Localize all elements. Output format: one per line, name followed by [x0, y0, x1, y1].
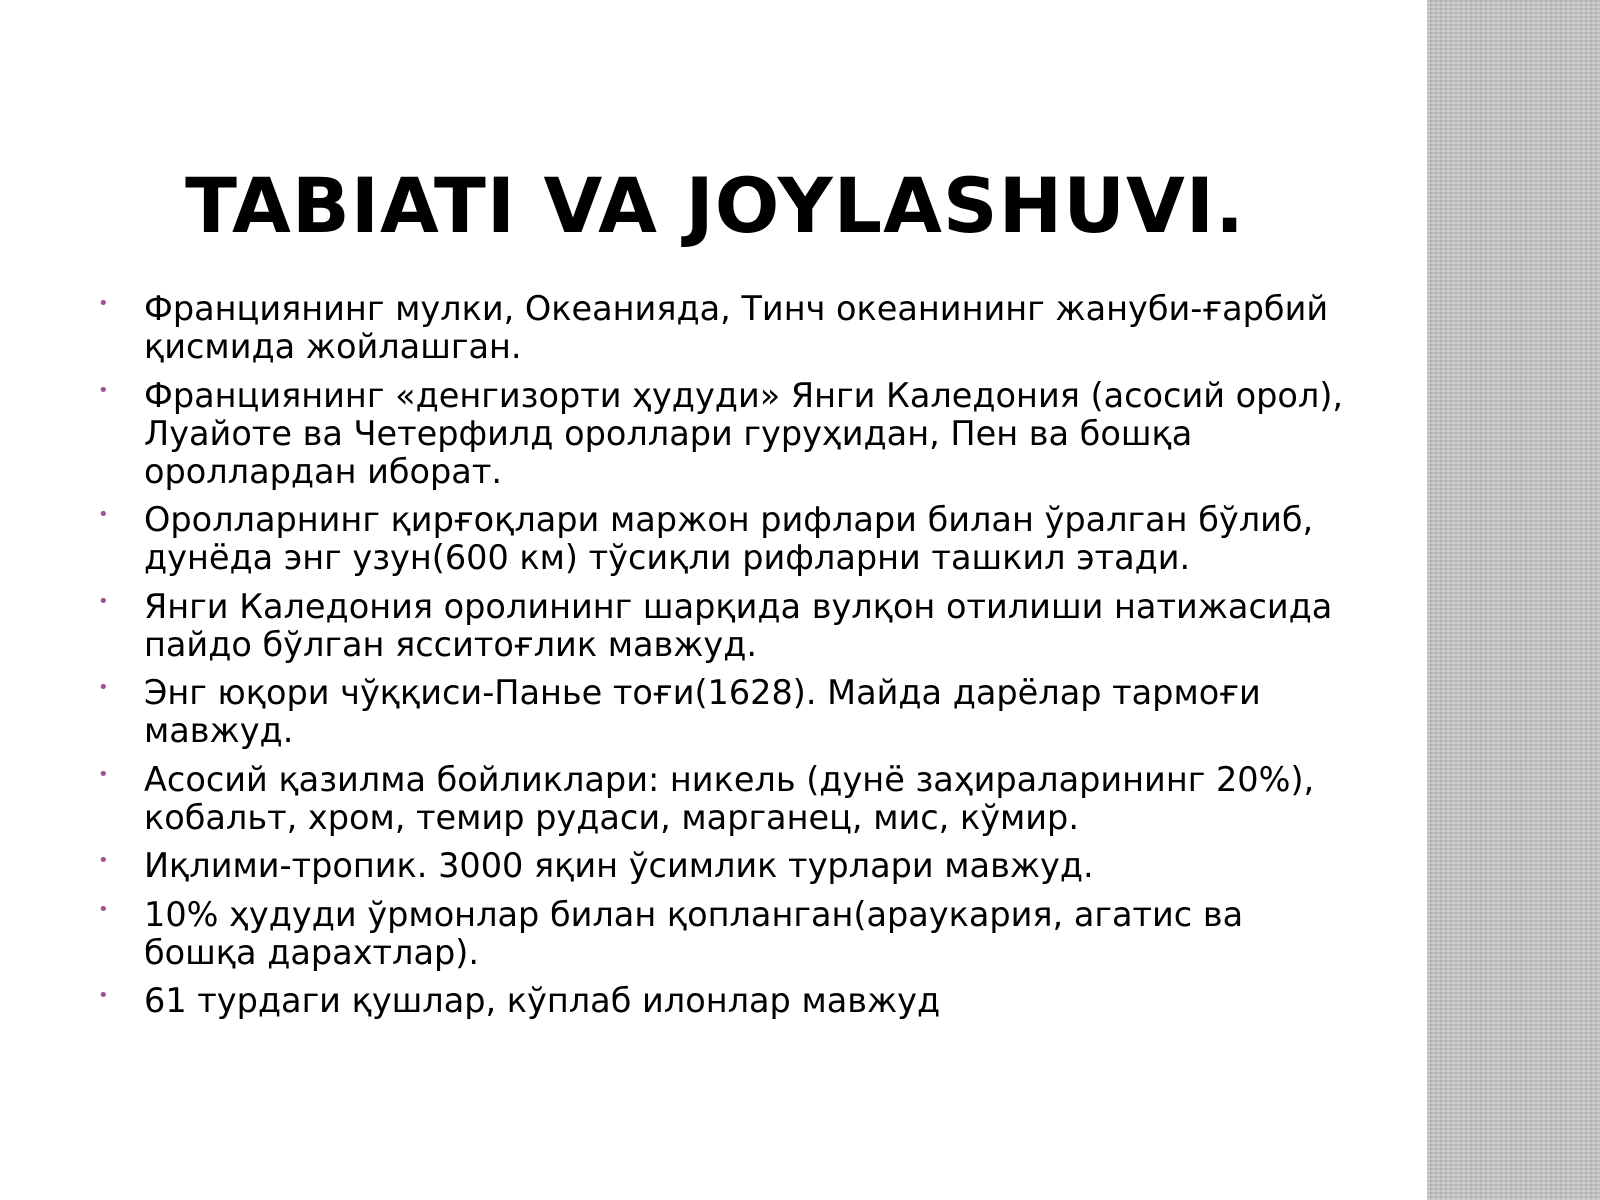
list-item	[92, 982, 1352, 1020]
bullet-icon: •	[98, 985, 109, 1006]
list-item-text: Франциянинг «денгизорти ҳудуди» Янги Каледония (асосий орол), Луайоте ва Четерфилд ороллари гуруҳидан, Пен ва бошқа ороллардан иборат.	[144, 375, 1344, 491]
bullet-icon: •	[98, 763, 109, 785]
list-item-text: 61 турдаги қушлар, кўплаб илонлар мавжуд	[144, 981, 941, 1020]
list-item	[92, 377, 1352, 491]
slide-title: TABIATI VA JOYLASHUVI.	[185, 161, 1245, 250]
list-item	[92, 896, 1352, 972]
list-item-text: Иқлими-тропик. 3000 яқин ўсимлик турлари мавжуд.	[144, 846, 1094, 885]
list-item-text: 10% ҳудуди ўрмонлар билан қопланган(араукария, агатис ва бошқа дарахтлар).	[144, 894, 1244, 972]
bullet-icon: •	[98, 850, 109, 871]
bullet-icon: •	[98, 293, 109, 314]
list-item	[92, 588, 1352, 664]
list-item	[92, 847, 1352, 885]
list-item-text: Оролларнинг қирғоқлари маржон рифлари билан ўралган бўлиб, дунёда энг узун(600 км) тўсиқли рифларни ташкил этади.	[144, 500, 1314, 577]
bullet-icon: •	[98, 677, 109, 698]
list-item	[92, 290, 1352, 366]
list-item-text: Асосий қазилма бойликлари: никель (дунё заҳираларининг 20%), кобальт, хром, темир рудаси, марганец, мис, кўмир.	[144, 759, 1315, 837]
bullet-icon: •	[98, 590, 109, 612]
bullet-icon: •	[98, 898, 109, 920]
list-item-text: Энг юқори чўққиси-Панье тоғи(1628). Майда дарёлар тармоғи мавжуд.	[144, 673, 1261, 750]
bullet-list	[92, 290, 1352, 1031]
side-decoration-panel	[1427, 0, 1600, 1200]
list-item	[92, 761, 1352, 837]
list-item	[92, 501, 1352, 577]
bullet-icon: •	[98, 379, 109, 401]
list-item	[92, 674, 1352, 750]
bullet-icon: •	[98, 504, 109, 525]
list-item-text: Франциянинг мулки, Океанияда, Тинч океанининг жануби-ғарбий қисмида жойлашган.	[144, 289, 1329, 366]
list-item-text: Янги Каледония оролининг шарқида вулқон отилиши натижасида пайдо бўлган ясситоғлик мавжуд.	[144, 586, 1333, 664]
